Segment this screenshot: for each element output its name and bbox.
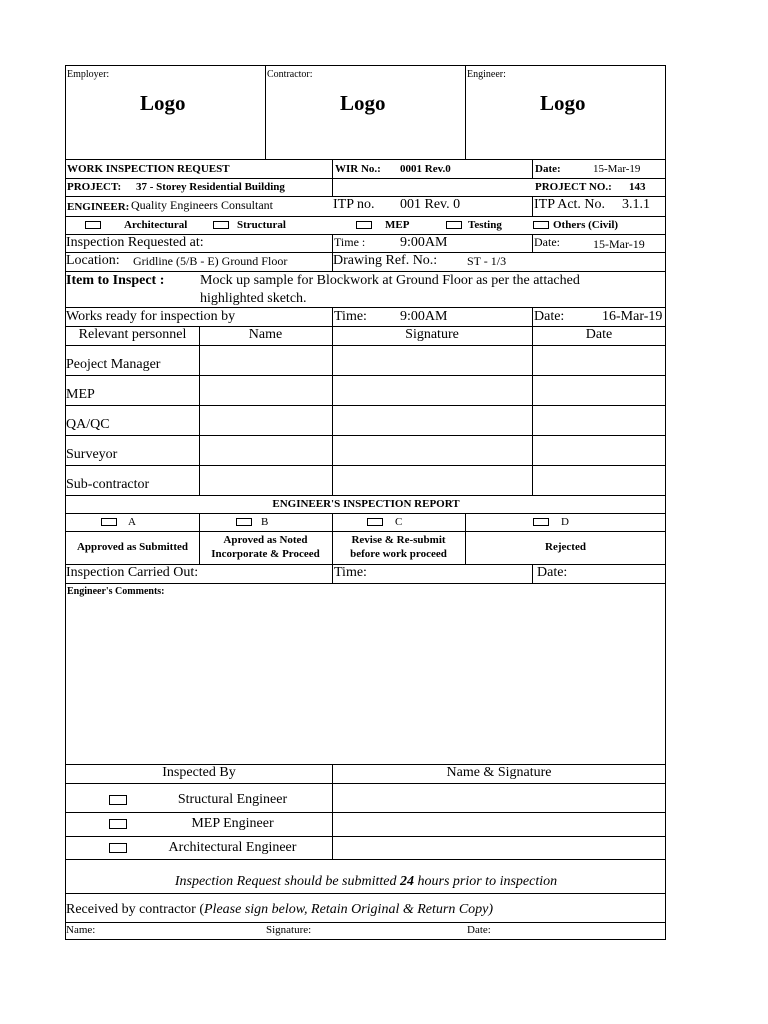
- work-inspection-request-form: [65, 65, 666, 940]
- structural-engineer-checkbox[interactable]: [109, 795, 127, 805]
- employer-label: Employer:: [67, 69, 110, 80]
- ready-label: Works ready for inspection by: [66, 309, 236, 324]
- itp-value: 001 Rev. 0: [400, 197, 461, 212]
- request-date-value: 15-Mar-19: [593, 163, 641, 175]
- contractor-logo: Logo: [340, 91, 386, 115]
- project-no-value: 143: [629, 181, 646, 193]
- testing-checkbox[interactable]: [446, 221, 462, 229]
- engineer-value: Quality Engineers Consultant: [131, 198, 273, 212]
- location-value: Gridline (5/B - E) Ground Floor: [133, 254, 288, 268]
- footer-signature-label: Signature:: [266, 924, 312, 936]
- option-a-checkbox[interactable]: [101, 518, 117, 526]
- engineer-label: Engineer:: [467, 69, 506, 80]
- personnel-header-signature: Signature: [405, 327, 459, 342]
- option-c-checkbox[interactable]: [367, 518, 383, 526]
- wir-label: WIR No.:: [335, 163, 381, 175]
- option-c-letter: C: [395, 516, 403, 528]
- option-b-checkbox[interactable]: [236, 518, 252, 526]
- carried-out-label: Inspection Carried Out:: [66, 565, 199, 580]
- engineer-row-label: ENGINEER:: [67, 201, 130, 213]
- personnel-header-name: Name: [248, 327, 283, 342]
- itp-act-value: 3.1.1: [622, 197, 650, 212]
- footer-name-label: Name:: [66, 924, 96, 936]
- personnel-row: Surveyor: [66, 447, 118, 462]
- requested-time-value: 9:00AM: [400, 235, 448, 250]
- submission-hours: 24: [400, 874, 414, 889]
- submission-note: Inspection Request should be submitted 24 hours prior to inspection: [174, 874, 558, 889]
- engineer-comments-area[interactable]: [66, 601, 666, 761]
- option-b-label-line2: Incorporate & Proceed: [211, 548, 320, 560]
- discipline-others-civil: Others (Civil): [553, 219, 619, 231]
- drawing-label: Drawing Ref. No.:: [333, 253, 438, 268]
- structural-checkbox[interactable]: [213, 221, 229, 229]
- discipline-architectural: Architectural: [124, 219, 188, 231]
- personnel-row: Sub-contractor: [66, 477, 150, 492]
- requested-time-label: Time :: [334, 235, 366, 249]
- project-label: PROJECT:: [67, 181, 122, 193]
- inspected-by-header: Inspected By: [162, 765, 236, 780]
- request-title: WORK INSPECTION REQUEST: [67, 163, 230, 175]
- option-d-letter: D: [561, 516, 569, 528]
- itp-label: ITP no.: [333, 197, 375, 212]
- architectural-checkbox[interactable]: [85, 221, 101, 229]
- engineer-comments-label: Engineer's Comments:: [67, 586, 165, 597]
- ready-time-label: Time:: [334, 309, 367, 324]
- discipline-testing: Testing: [468, 219, 502, 231]
- ready-time-value: 9:00AM: [400, 309, 448, 324]
- project-value: 37 - Storey Residential Building: [136, 181, 285, 193]
- others-civil-checkbox[interactable]: [533, 221, 549, 229]
- option-a-letter: A: [128, 516, 136, 528]
- option-b-letter: B: [261, 516, 269, 528]
- ready-date-label: Date:: [534, 309, 565, 324]
- footer-date-label: Date:: [467, 924, 491, 936]
- ready-date-value: 16-Mar-19: [602, 309, 663, 324]
- wir-value: 0001 Rev.0: [400, 163, 451, 175]
- inspected-by-row: Structural Engineer: [177, 792, 288, 807]
- personnel-row: QA/QC: [66, 417, 110, 432]
- item-to-inspect-label: Item to Inspect :: [66, 273, 165, 288]
- carried-out-date-label: Date:: [537, 565, 568, 580]
- carried-out-time-label: Time:: [334, 565, 367, 580]
- option-c-label-line1: Revise & Re-submit: [351, 534, 446, 546]
- personnel-header-relevant: Relevant personnel: [78, 327, 187, 342]
- project-no-label: PROJECT NO.:: [535, 181, 612, 193]
- personnel-row: MEP: [66, 387, 95, 402]
- location-label: Location:: [66, 253, 120, 268]
- drawing-value: ST - 1/3: [467, 254, 507, 268]
- option-c-label-line2: before work proceed: [350, 548, 447, 560]
- requested-at-label: Inspection Requested at:: [66, 235, 204, 250]
- item-to-inspect-line2: highlighted sketch.: [200, 291, 307, 306]
- item-to-inspect-line1: Mock up sample for Blockwork at Ground Floor as per the attached: [200, 273, 580, 288]
- option-d-label: Rejected: [545, 541, 586, 553]
- itp-act-label: ITP Act. No.: [534, 197, 606, 212]
- discipline-structural: Structural: [237, 219, 286, 231]
- discipline-mep: MEP: [385, 219, 410, 231]
- personnel-row: Peoject Manager: [66, 357, 161, 372]
- engineer-logo: Logo: [540, 91, 586, 115]
- name-signature-header: Name & Signature: [446, 765, 552, 780]
- requested-date-label: Date:: [534, 235, 560, 249]
- report-title: ENGINEER'S INSPECTION REPORT: [272, 498, 460, 510]
- requested-date-value: 15-Mar-19: [593, 237, 645, 251]
- architectural-engineer-checkbox[interactable]: [109, 843, 127, 853]
- contractor-label: Contractor:: [267, 69, 313, 80]
- inspected-by-row: Architectural Engineer: [168, 840, 297, 855]
- employer-logo: Logo: [140, 91, 186, 115]
- mep-engineer-checkbox[interactable]: [109, 819, 127, 829]
- option-d-checkbox[interactable]: [533, 518, 549, 526]
- personnel-header-date: Date: [585, 327, 613, 342]
- option-a-label: Approved as Submitted: [76, 541, 189, 553]
- mep-checkbox[interactable]: [356, 221, 372, 229]
- option-b-label-line1: Aproved as Noted: [223, 534, 308, 546]
- inspected-by-row: MEP Engineer: [191, 816, 274, 831]
- request-date-label: Date:: [535, 163, 561, 175]
- received-by-contractor: Received by contractor (Please sign below, Retain Original & Return Copy): [66, 902, 494, 917]
